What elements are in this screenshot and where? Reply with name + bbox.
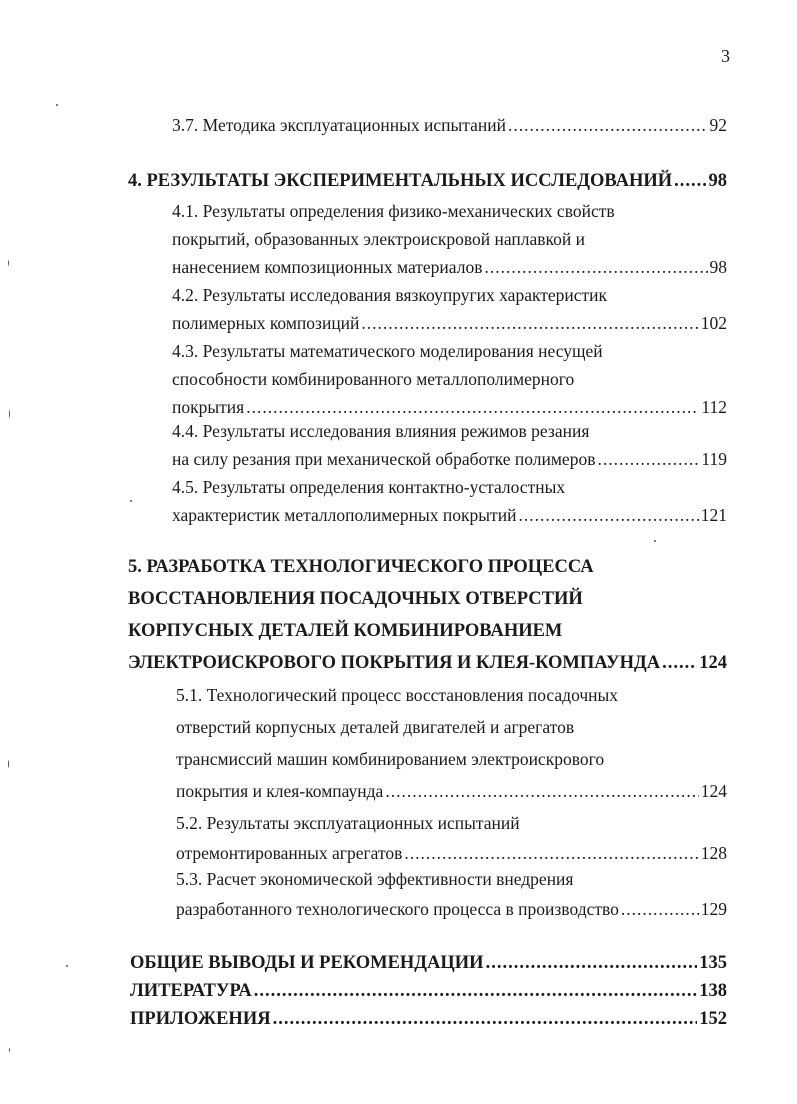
toc-entry-4-1-line2[interactable] [172,228,585,250]
toc-entry-text: нанесением композиционных материалов [172,257,483,277]
toc-entry-page: 98 [709,257,727,277]
toc-entry-page: 128 [700,843,727,863]
toc-entry-text: 5.3. Расчет экономической эффективности внедрения [176,869,574,889]
toc-entry-5-1-line4[interactable] [176,780,727,802]
toc-entry-text: способности комбинированного металлополимерного [172,369,575,389]
toc-entry-text: ПРИЛОЖЕНИЯ [130,1009,271,1029]
toc-entry-5-1-line2[interactable] [176,716,574,738]
dot-leader [486,952,698,974]
toc-entry-page: 92 [709,115,727,135]
toc-entry-5-2-line2[interactable] [176,842,727,864]
toc-entry-text: разработанного технологического процесса в производство [176,899,619,919]
toc-entry-page: 102 [700,313,727,333]
toc-chapter-5-line1[interactable] [128,556,594,578]
toc-entry-4-1-line3[interactable] [172,256,727,278]
scan-speck [9,410,10,418]
toc-entry-page: 119 [701,449,727,469]
toc-entry-3-7[interactable] [172,114,727,136]
toc-entry-page: 98 [708,171,727,191]
toc-entry-text: отремонтированных агрегатов [176,843,403,863]
toc-entry-5-2-line1[interactable] [176,812,520,834]
toc-entry-page: 124 [699,653,727,673]
toc-entry-4-4-line2[interactable] [172,448,727,470]
toc-entry-4-1-line1[interactable] [172,200,615,222]
dot-leader [518,504,698,526]
toc-entry-5-3-line2[interactable] [176,898,727,920]
toc-entry-page: 121 [700,505,727,525]
toc-entry-text: 5.1. Технологический процесс восстановления посадочных [176,685,619,705]
toc-entry-text: 3.7. Методика эксплуатационных испытаний [172,115,507,135]
dot-leader [662,652,697,674]
dot-leader [254,980,698,1002]
toc-entry-4-2-line2[interactable] [172,312,727,334]
toc-entry-text: 4.2. Результаты исследования вязкоупругих характеристик [172,285,608,305]
toc-entry-page: 152 [699,1009,727,1029]
toc-entry-page: 112 [701,397,727,417]
toc-entry-text: 4.3. Результаты математического моделирования несущей [172,341,603,361]
toc-entry-text: трансмиссий машин комбинированием электроискрового [176,749,605,769]
toc-literature[interactable] [130,980,727,1002]
dot-leader [597,448,699,470]
toc-entry-text: 4.5. Результаты определения контактно-усталостных [172,477,566,497]
toc-entry-text: отверстий корпусных деталей двигателей и агрегатов [176,717,575,737]
toc-entry-5-3-line1[interactable] [176,868,573,890]
toc-entry-text: характеристик металлополимерных покрытий [172,505,517,525]
scan-speck [654,540,656,542]
dot-leader [621,898,699,920]
toc-entry-text: 4.4. Результаты исследования влияния режимов резания [172,421,590,441]
scan-speck [9,1048,10,1052]
toc-entry-4-2-line1[interactable] [172,284,607,306]
scan-speck [56,104,58,106]
scan-speck [8,760,9,768]
toc-entry-text: на силу резания при механической обработке полимеров [172,449,596,469]
toc-entry-4-5-line2[interactable] [172,504,727,526]
toc-entry-page: 129 [700,899,727,919]
toc-entry-text: ОБЩИЕ ВЫВОДЫ И РЕКОМЕНДАЦИИ [130,953,484,973]
toc-entry-5-1-line3[interactable] [176,748,604,770]
page-number: 3 [721,46,730,66]
toc-entry-text: ВОССТАНОВЛЕНИЯ ПОСАДОЧНЫХ ОТВЕРСТИЙ [128,589,583,609]
dot-leader [404,842,698,864]
toc-conclusions[interactable] [130,952,727,974]
dot-leader [273,1008,698,1030]
toc-entry-text: КОРПУСНЫХ ДЕТАЛЕЙ КОМБИНИРОВАНИЕМ [128,621,563,641]
toc-entry-text: покрытия [172,397,245,417]
toc-entry-4-5-line1[interactable] [172,476,565,498]
toc-entry-4-3-line2[interactable] [172,368,574,390]
toc-entry-page: 138 [699,981,727,1001]
scan-speck [130,500,132,502]
toc-appendices[interactable] [130,1008,727,1030]
toc-entry-text: покрытия и клея-компаунда [176,781,384,801]
toc-entry-5-1-line1[interactable] [176,684,618,706]
toc-chapter-5-line4[interactable] [128,652,727,674]
toc-chapter-5-line2[interactable] [128,588,583,610]
dot-leader [508,114,707,136]
toc-entry-page: 124 [700,781,727,801]
toc-chapter-4[interactable] [128,170,727,192]
scan-speck [8,260,9,266]
toc-entry-text: 4.1. Результаты определения физико-механических свойств [172,201,615,221]
scan-speck [66,965,68,967]
toc-entry-text: 5. РАЗРАБОТКА ТЕХНОЛОГИЧЕСКОГО ПРОЦЕССА [128,557,594,577]
dot-leader [361,312,698,334]
dot-leader [484,256,707,278]
toc-entry-4-3-line3[interactable] [172,396,727,418]
dot-leader [385,780,698,802]
toc-entry-text: 4. РЕЗУЛЬТАТЫ ЭКСПЕРИМЕНТАЛЬНЫХ ИССЛЕДОВАНИЙ [128,171,673,191]
toc-entry-text: полимерных композиций [172,313,360,333]
toc-entry-text: ЛИТЕРАТУРА [130,981,252,1001]
dot-leader [674,170,706,192]
toc-entry-4-3-line1[interactable] [172,340,603,362]
dot-leader [246,396,699,418]
toc-entry-text: ЭЛЕКТРОИСКРОВОГО ПОКРЫТИЯ И КЛЕЯ-КОМПАУНДА [128,653,661,673]
toc-chapter-5-line3[interactable] [128,620,562,642]
toc-entry-4-4-line1[interactable] [172,420,589,442]
toc-entry-text: покрытий, образованных электроискровой наплавкой и [172,229,585,249]
toc-entry-page: 135 [699,953,727,973]
toc-entry-text: 5.2. Результаты эксплуатационных испытаний [176,813,520,833]
